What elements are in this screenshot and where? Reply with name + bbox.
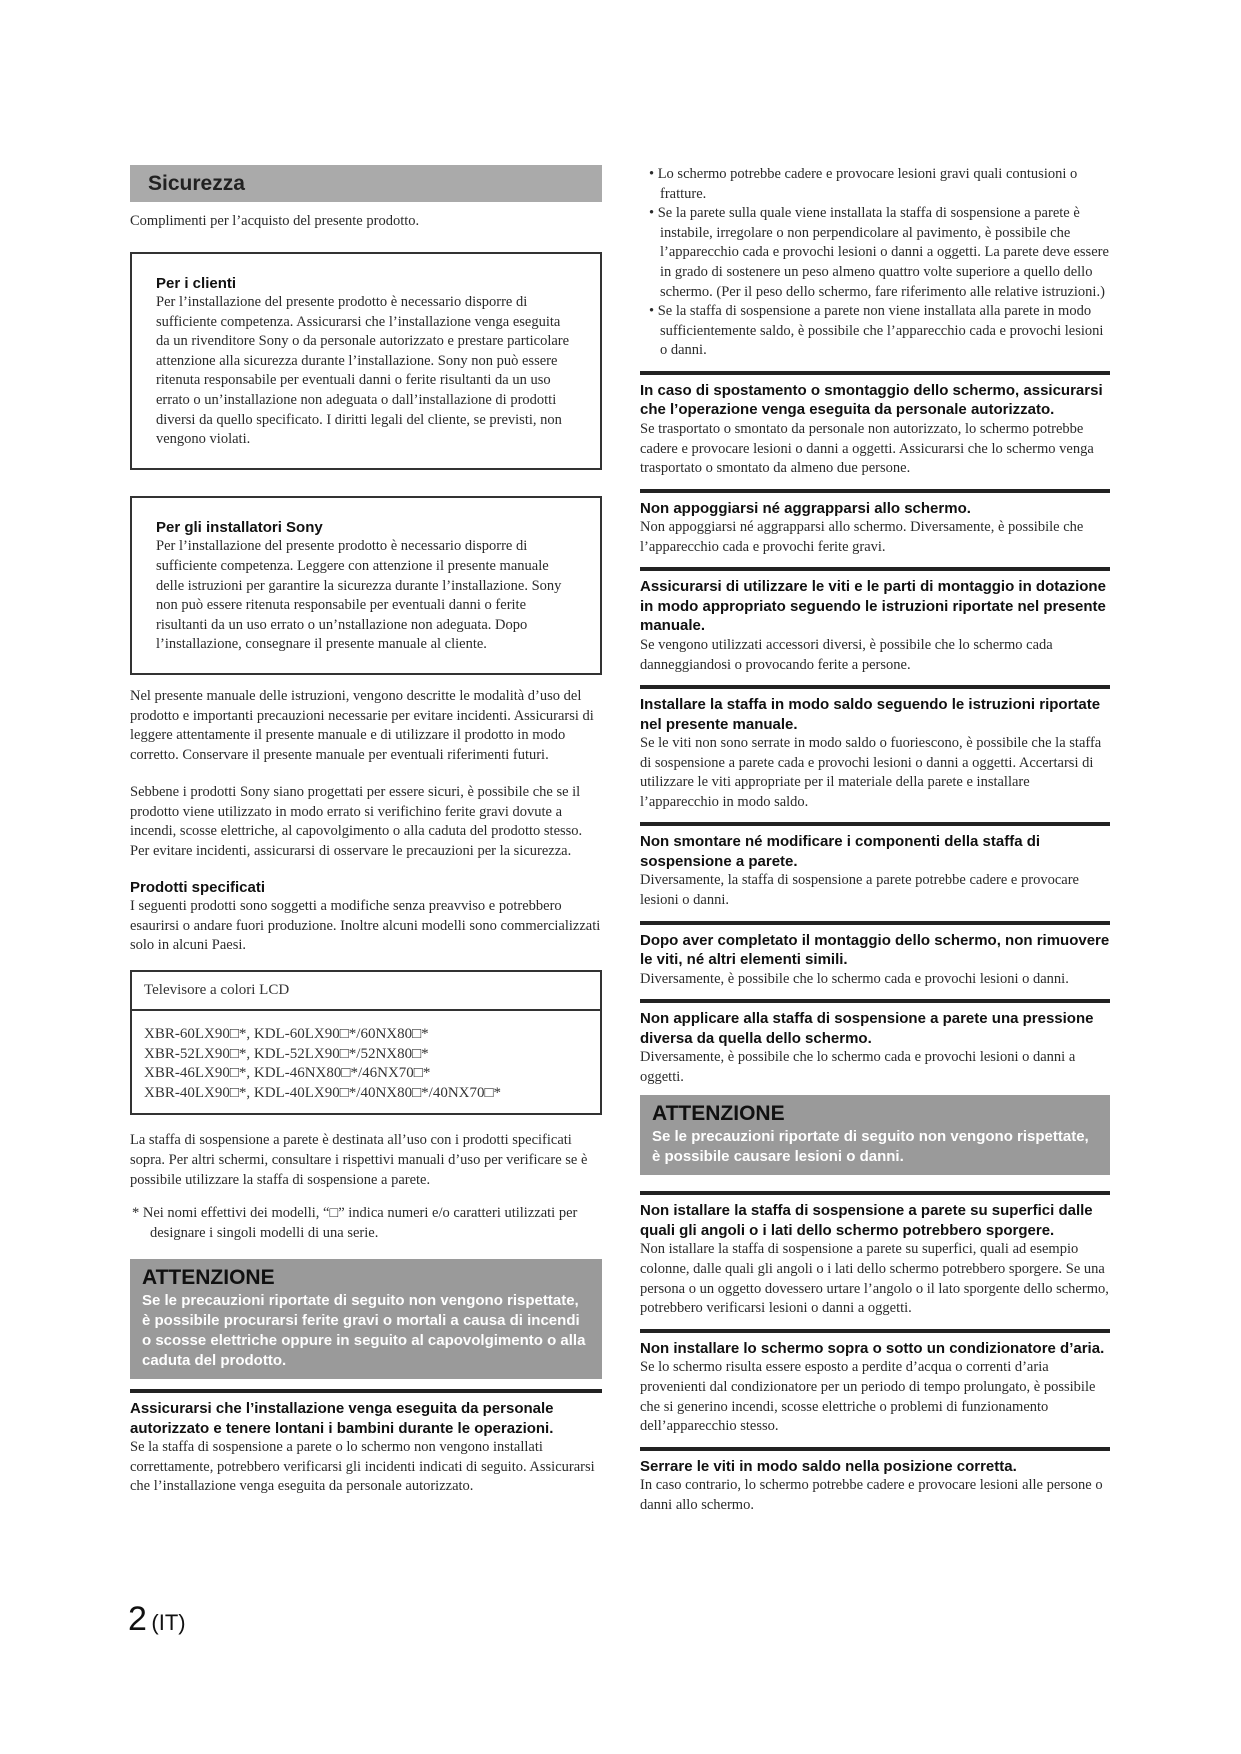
precaution-text: Se lo schermo risulta essere esposto a perdite d’acqua o correnti d’aria provenienti dal condizionatore per un periodo di tempo prolungato, è possibile che si generino incendi, scosse elettriche o problemi di funzionamento dell’apparecchio stesso. [640, 1359, 1096, 1435]
models-list [132, 1011, 600, 1113]
installers-heading: Per gli installatori Sony [156, 518, 323, 536]
model-line: XBR-60LX90□*, KDL-60LX90□*/60NX80□* [144, 1025, 429, 1042]
precaution-text: Non istallare la staffa di sospensione a parete su superfici, quali ad esempio colonne, dalle quali gli angoli o i lati dello schermo potrebbero sporgere. Se una persona o un oggetto dovessero urtare l’angolo o il lato sporgente dello schermo, potrebbero verificarsi lesioni o danni a oggetti. [640, 1241, 1109, 1317]
page-number-value: 2 [128, 1600, 147, 1638]
precaution-text: Diversamente, la staffa di sospensione a parete potrebbe cadere e provocare lesioni o danni. [640, 872, 1079, 909]
manual-paragraph: Nel presente manuale delle istruzioni, vengono descritte le modalità d’uso del prodotto e importanti precauzioni necessarie per evitare incidenti. Assicurarsi di leggere attentamente il presente manuale e di utilizzare il prodotto in modo corretto. Conservare il presente manuale per eventuali riferimenti futuri. [130, 687, 594, 763]
precaution-heading: Dopo aver completato il montaggio dello schermo, non rimuovere le viti, né altri elementi simili. [640, 931, 1110, 969]
precaution-section [640, 822, 1110, 910]
precaution-heading: Non appoggiarsi né aggrapparsi allo schermo. [640, 499, 971, 517]
precaution-section [640, 921, 1110, 990]
model-note: * Nei nomi effettivi dei modelli, “□” indica numeri e/o caratteri utilizzati per designare i singoli modelli di una serie. [132, 1205, 578, 1241]
right-column [640, 165, 1110, 1515]
page-number [128, 1600, 186, 1639]
precaution-heading: Non installare lo schermo sopra o sotto un condizionatore d’aria. [640, 1339, 1105, 1357]
precaution-section [640, 999, 1110, 1087]
products-heading: Prodotti specificati [130, 878, 266, 896]
warning-text: Se le precauzioni riportate di seguito non vengono rispettate, è possibile causare lesioni o danni. [652, 1128, 1089, 1166]
precaution-heading: Assicurarsi di utilizzare le viti e le parti di montaggio in dotazione in modo appropriato seguendo le istruzioni riportate nel presente manuale. [640, 578, 1106, 635]
precaution-text: Se vengono utilizzati accessori diversi, è possibile che lo schermo cada danneggiandosi o provocando ferite a persone. [640, 636, 1053, 673]
bullet-item: • Se la parete sulla quale viene installata la staffa di sospensione a parete è instabile, irregolare o non perpendicolare al pavimento, è possibile che l’apparecchio cada e provochi lesioni o danni a oggetti. La parete deve essere in grado di sostenere un peso almeno quattro volte superiore a quello dello schermo. (Per il peso dello schermo, fare riferimento alle relative istruzioni.) [649, 205, 1109, 300]
model-line: XBR-40LX90□*, KDL-40LX90□*/40NX80□*/40NX70□* [144, 1084, 502, 1101]
clients-heading: Per i clienti [156, 274, 237, 292]
section-title: Sicurezza [130, 165, 602, 202]
warning-text: Se le precauzioni riportate di seguito non vengono rispettate, è possibile procurarsi ferite gravi o mortali a causa di incendi o scosse elettriche oppure in seguito al capovolgimento o alla caduta del prodotto. [142, 1292, 586, 1370]
precaution-section [640, 489, 1110, 558]
model-line: XBR-52LX90□*, KDL-52LX90□*/52NX80□* [144, 1045, 429, 1062]
clients-box [130, 252, 602, 470]
installers-box [130, 496, 602, 675]
precaution-section [640, 371, 1110, 479]
bracket-paragraph: La staffa di sospensione a parete è destinata all’uso con i prodotti specificati sopra. Per altri schermi, consultare i rispettivi manuali d’uso per verificare se è possibile utilizzare la staffa di sospensione a parete. [130, 1132, 588, 1188]
precaution-text: Se le viti non sono serrate in modo saldo o fuoriescono, è possibile che la staffa di sospensione a parete cada e provochi lesioni o danni a oggetti. Accertarsi di utilizzare le viti appropriate per il materiale della parete e installare l’apparecchio in modo saldo. [640, 735, 1102, 810]
final-text: Se la staffa di sospensione a parete o lo schermo non vengono installati correttamente, potrebbero verificarsi gli incidenti indicati di seguito. Assicurarsi che l’installazione venga eseguita da personale autorizzato. [130, 1439, 595, 1495]
left-column [130, 165, 602, 1497]
model-line: XBR-46LX90□*, KDL-46NX80□*/46NX70□* [144, 1065, 431, 1082]
page-language: (IT) [151, 1610, 186, 1635]
bullet-item: • Se la staffa di sospensione a parete non viene installata alla parete in modo sufficientemente saldo, è possibile che l’apparecchio cada e provochi lesioni o danni. [649, 303, 1104, 359]
models-head: Televisore a colori LCD [132, 972, 600, 1011]
precaution-section [640, 567, 1110, 675]
precaution-heading: In caso di spostamento o smontaggio dello schermo, assicurarsi che l’operazione venga eseguita da personale autorizzato. [640, 381, 1103, 419]
products-text: I seguenti prodotti sono soggetti a modifiche senza preavviso e potrebbero esaurirsi o andare fuori produzione. Inoltre alcuni modelli sono commercializzati solo in alcuni Paesi. [130, 898, 601, 954]
final-section [130, 1389, 602, 1497]
final-heading: Assicurarsi che l’installazione venga eseguita da personale autorizzato e tenere lontani i bambini durante le operazioni. [130, 1400, 554, 1437]
precaution-heading: Serrare le viti in modo saldo nella posizione corretta. [640, 1457, 1017, 1475]
precaution-heading: Non istallare la staffa di sospensione a parete su superfici dalle quali gli angoli o i lati dello schermo potrebbero sporgere. [640, 1202, 1093, 1239]
precaution-section [640, 1191, 1110, 1318]
installers-text: Per l’installazione del presente prodotto è necessario disporre di sufficiente competenza. Leggere con attenzione il presente manuale delle istruzioni per garantire la sicurezza durante l’installazione. Sony non può essere ritenuta responsabile per eventuali danni o ferite risultanti da un uso errato o un’nstallazione non adeguata. Dopo l’installazione, consegnare il presente manuale al cliente. [156, 538, 562, 653]
precaution-text: Diversamente, è possibile che lo schermo cada e provochi lesioni o danni a oggetti. [640, 1049, 1076, 1085]
precaution-section [640, 1447, 1110, 1516]
intro-text: Complimenti per l’acquisto del presente prodotto. [130, 213, 420, 229]
precaution-text: Se trasportato o smontato da personale non autorizzato, lo schermo potrebbe cadere e provocare lesioni o danni a oggetti. Assicurarsi che lo schermo venga trasportato o smontato da almeno due persone. [640, 420, 1094, 477]
precaution-text: Diversamente, è possibile che lo schermo cada e provochi lesioni o danni. [640, 970, 1069, 987]
precaution-section [640, 685, 1110, 812]
precaution-text: In caso contrario, lo schermo potrebbe cadere e provocare lesioni alle persone o danni allo schermo. [640, 1477, 1103, 1513]
warning-box [130, 1259, 602, 1379]
models-box [130, 970, 602, 1115]
warning-title: ATTENZIONE [652, 1102, 785, 1126]
warning-title: ATTENZIONE [142, 1266, 275, 1290]
precaution-heading: Non applicare alla staffa di sospensione a parete una pressione diversa da quella dello schermo. [640, 1010, 1094, 1047]
warning-box [640, 1095, 1110, 1175]
precaution-section [640, 1329, 1110, 1437]
bullet-item: • Lo schermo potrebbe cadere e provocare lesioni gravi quali contusioni o fratture. [649, 166, 1078, 202]
safety-paragraph: Sebbene i prodotti Sony siano progettati per essere sicuri, è possibile che se il prodotto viene utilizzato in modo errato si verifichino ferite gravi dovute a incendi, scosse elettriche, al capovolgimento o alla caduta del prodotto stesso. Per evitare incidenti, assicurarsi di osservare le precauzioni per la sicurezza. [130, 784, 583, 860]
precaution-heading: Non smontare né modificare i componenti della staffa di sospensione a parete. [640, 833, 1041, 870]
precaution-heading: Installare la staffa in modo saldo seguendo le istruzioni riportate nel presente manuale. [640, 696, 1101, 733]
clients-text: Per l’installazione del presente prodotto è necessario disporre di sufficiente competenza. Assicurarsi che l’installazione venga eseguita da un rivenditore Sony o da personale autorizzato e prestare particolare attenzione alla sicurezza durante l’installazione. Sony non può essere ritenuta responsabile per eventuali danni o ferite risultanti da un uso errato o un’installazione non adeguata o dall’installazione di prodotti diversi da quello specificato. I diritti legali del cliente, se previsti, non vengono violati. [156, 294, 570, 448]
precaution-text: Non appoggiarsi né aggrapparsi allo schermo. Diversamente, è possibile che l’apparecchio cada e provochi ferite gravi. [640, 519, 1084, 555]
